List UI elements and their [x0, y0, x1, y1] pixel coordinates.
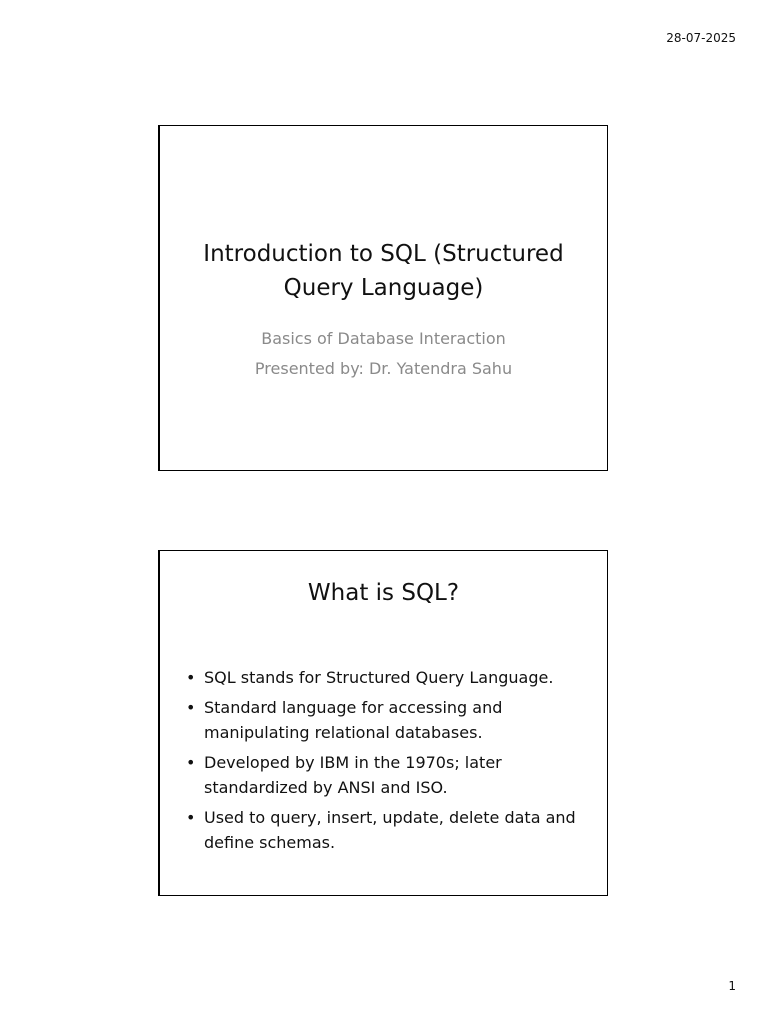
bullet-text: Developed by IBM in the 1970s; later standardized by ANSI and ISO. [204, 753, 502, 797]
slide-1-title-line-1: Introduction to SQL (Structured [203, 241, 564, 267]
slide-2-title: What is SQL? [307, 580, 460, 606]
bullet-text: Used to query, insert, update, delete data and define schemas. [204, 808, 576, 852]
page-date: 28-07-2025 [666, 31, 736, 45]
slide-1-subtitle-line-2: Presented by: Dr. Yatendra Sahu [254, 359, 513, 378]
slide-1-title-line-2: Query Language) [283, 275, 484, 301]
bullet-item [184, 695, 583, 745]
bullet-item [184, 750, 583, 800]
bullet-item [184, 805, 583, 855]
bullet-icon: • [186, 668, 196, 687]
bullet-text: Standard language for accessing and manipulating relational databases. [204, 698, 503, 742]
slide-2-bullet-list [184, 665, 583, 860]
slide-1-subtitle [180, 324, 587, 384]
slide-1 [158, 125, 608, 471]
slide-1-title [180, 237, 587, 305]
bullet-text: SQL stands for Structured Query Language. [204, 668, 554, 687]
bullet-item [184, 665, 583, 690]
slide-2 [158, 550, 608, 896]
bullet-icon: • [186, 808, 196, 827]
page-number: 1 [728, 979, 736, 993]
bullet-icon: • [186, 698, 196, 717]
slide-1-subtitle-line-1: Basics of Database Interaction [261, 329, 506, 348]
bullet-icon: • [186, 753, 196, 772]
